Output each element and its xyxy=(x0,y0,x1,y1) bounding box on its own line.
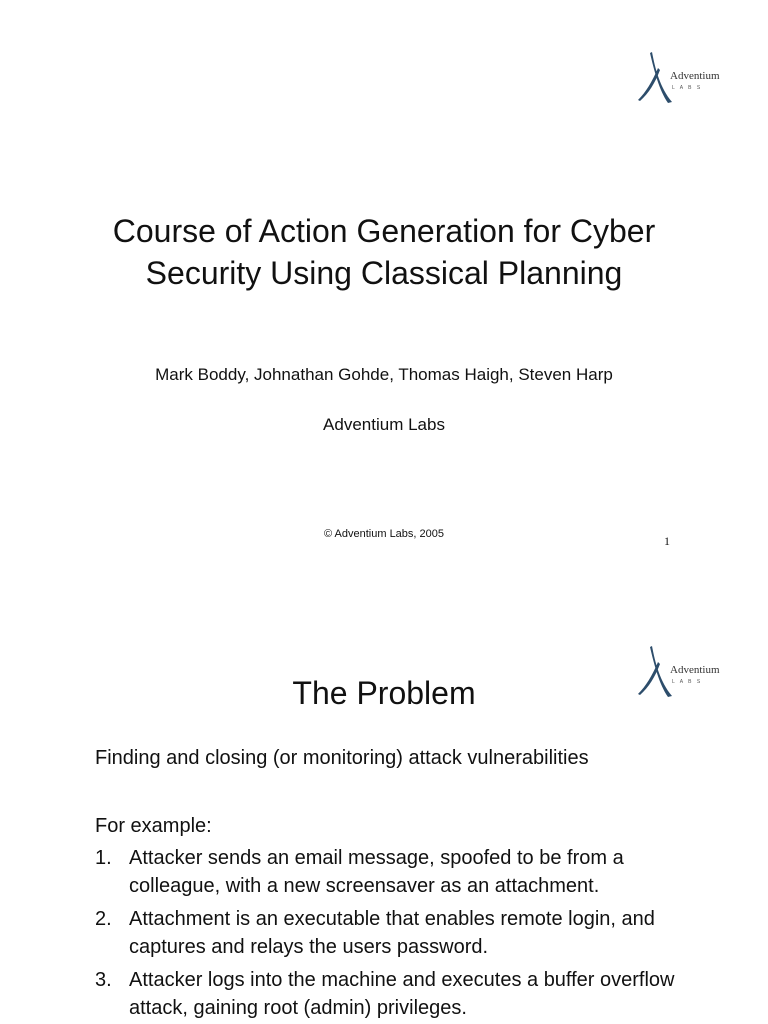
step-number: 1. xyxy=(95,847,112,869)
step-text: Attacker sends an email message, spoofed to be from a colleague, with a new screensaver as an attachment. xyxy=(129,847,624,897)
list-item xyxy=(95,966,715,1022)
title-line: Security Using Classical Planning xyxy=(145,255,623,291)
example-label: For example: xyxy=(95,815,212,837)
title-line: Course of Action Generation for Cyber xyxy=(112,213,656,249)
organization: Adventium Labs xyxy=(323,415,445,434)
copyright: © Adventium Labs, 2005 xyxy=(323,528,445,540)
logo-subtext: L A B S xyxy=(672,679,703,685)
list-item xyxy=(95,905,715,961)
step-text: Attacker logs into the machine and executes a buffer overflow attack, gaining root (admin) privileges. xyxy=(129,969,675,1019)
example-steps xyxy=(95,844,715,1024)
step-number: 2. xyxy=(95,908,112,930)
slide-title: The Problem xyxy=(292,675,476,711)
logo-subtext: L A B S xyxy=(672,85,703,91)
step-text: Attachment is an executable that enables remote login, and captures and relays the users password. xyxy=(129,908,655,958)
slide-title xyxy=(0,210,768,294)
lead-text: Finding and closing (or monitoring) attack vulnerabilities xyxy=(95,747,589,769)
adventium-logo-icon xyxy=(632,48,724,108)
list-item xyxy=(95,844,715,900)
logo-wordmark: Adventium xyxy=(670,70,720,82)
adventium-logo xyxy=(632,48,724,108)
authors: Mark Boddy, Johnathan Gohde, Thomas Haigh, Steven Harp xyxy=(155,365,613,384)
page-number: 1 xyxy=(664,534,670,548)
step-number: 3. xyxy=(95,969,112,991)
logo-wordmark: Adventium xyxy=(670,664,720,676)
problem-slide xyxy=(0,590,768,1024)
